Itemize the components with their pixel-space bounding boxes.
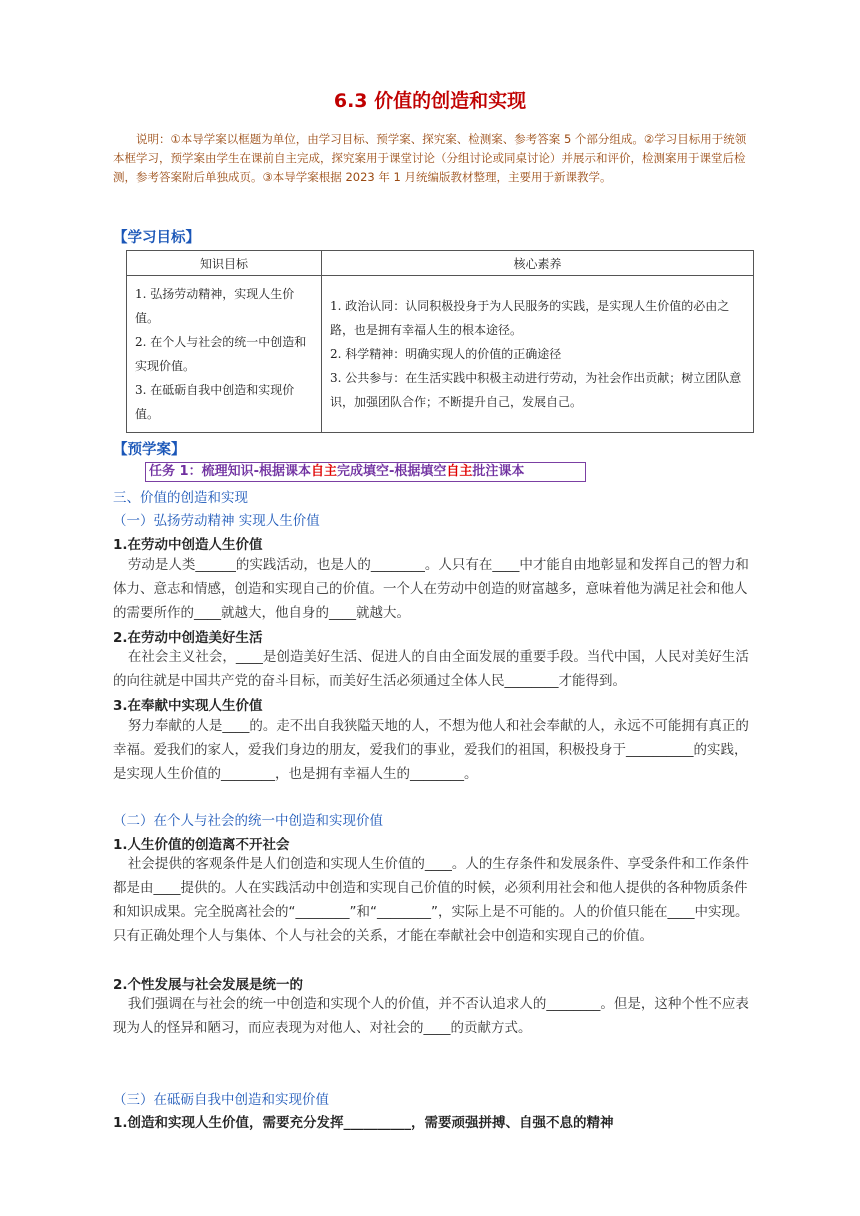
task-highlight: 自主 (446, 464, 473, 479)
core-literacy-cell (322, 276, 754, 433)
literacy-item: 1. 政治认同：认同积极投身于为人民服务的实践，是实现人生价值的必由之路，也是拥有幸福人生的根本途径。 (330, 299, 730, 337)
task-text: 完成填空-根据填空 (336, 464, 447, 479)
goals-header-row (127, 251, 754, 276)
literacy-item: 2. 科学精神：明确实现人的价值的正确途径 (330, 347, 562, 361)
subsection-title: 1.创造和实现人生价值，需要充分发挥__________，需要顽强拼搏、自强不息的精神 (113, 1115, 614, 1131)
page-title: 6.3 价值的创造和实现 (333, 90, 527, 112)
task-highlight: 自主 (310, 464, 337, 479)
fill-in-paragraph: 在社会主义社会，____是创造美好生活、促进人的自由全面发展的重要手段。当代中国，人民对美好生活的向往就是中国共产党的奋斗目标，而美好生活必须通过全体人民________才能得到。 (113, 649, 749, 689)
subsection-title: 2.在劳动中创造美好生活 (113, 630, 263, 646)
goals-heading: 【学习目标】 (113, 230, 200, 246)
subsection-title: 2.个性发展与社会发展是统一的 (113, 977, 304, 993)
part-3-heading: （三）在砥砺自我中创造和实现价值 (113, 1092, 329, 1108)
section-3-heading: 三、价值的创造和实现 (113, 490, 248, 506)
goals-table (126, 250, 754, 433)
part-1-heading: （一）弘扬劳动精神 实现人生价值 (113, 513, 320, 529)
subsection-title: 1.在劳动中创造人生价值 (113, 537, 263, 553)
task-text: 批注课本 (472, 464, 525, 479)
goals-content-row (127, 276, 754, 433)
fill-in-paragraph: 社会提供的客观条件是人们创造和实现人生价值的____。人的生存条件和发展条件、享受条件和工作条件都是由____提供的。人在实践活动中创造和实现自己价值的时候，必须利用社会和他人提供的各种物质条件和知识成果。完全脱离社会的“________”和“________”，实际上是不可能的。人的价值只能在____中实现。只有正确处理个人与集体、个人与社会的关系，才能在奉献社会中创造和实现自己的价值。 (113, 856, 749, 944)
task-1-banner (145, 462, 586, 482)
core-literacy-header: 核心素养 (322, 251, 754, 276)
fill-in-paragraph: 我们强调在与社会的统一中创造和实现个人的价值，并不否认追求人的________。但是，这种个性不应表现为人的怪异和陋习，而应表现为对他人、对社会的____的贡献方式。 (113, 996, 749, 1036)
part-2-heading: （二）在个人与社会的统一中创造和实现价值 (113, 813, 383, 829)
task-text: 任务 1：梳理知识-根据课本 (149, 464, 311, 479)
prelearn-heading: 【预学案】 (113, 442, 186, 458)
knowledge-goal-item: 1. 弘扬劳动精神，实现人生价值。 (135, 287, 295, 325)
intro-note: 说明：①本导学案以框题为单位，由学习目标、预学案、探究案、检测案、参考答案 5 个部分组成。②学习目标用于统领本框学习，预学案由学生在课前自主完成，探究案用于课堂讨论（分组讨论或同桌讨论）并展示和评价，检测案用于课堂后检测，参考答案附后单独成页。③本导学案根据 2023 年 1 月统编版教材整理，主要用于新课教学。 (113, 132, 747, 184)
knowledge-goals-cell (127, 276, 322, 433)
subsection-title: 1.人生价值的创造离不开社会 (113, 837, 290, 853)
fill-in-paragraph: 劳动是人类______的实践活动，也是人的________。人只有在____中才能自由地彰显和发挥自己的智力和体力、意志和情感，创造和实现自己的价值。一个人在劳动中创造的财富越多，意味着他为满足社会和他人的需要所作的____就越大，他自身的____就越大。 (113, 557, 749, 621)
literacy-item: 3. 公共参与：在生活实践中积极主动进行劳动，为社会作出贡献；树立团队意识，加强团队合作；不断提升自己，发展自己。 (330, 371, 742, 409)
knowledge-goal-item: 3. 在砥砺自我中创造和实现价值。 (135, 383, 295, 421)
fill-in-paragraph: 努力奉献的人是____的。走不出自我狭隘天地的人，不想为他人和社会奉献的人，永远不可能拥有真正的幸福。爱我们的家人，爱我们身边的朋友，爱我们的事业，爱我们的祖国，积极投身于__________的实践，是实现人生价值的________，也是拥有幸福人生的________。 (113, 718, 749, 782)
subsection-title: 3.在奉献中实现人生价值 (113, 698, 263, 714)
knowledge-goal-item: 2. 在个人与社会的统一中创造和实现价值。 (135, 335, 307, 373)
knowledge-goals-header: 知识目标 (127, 251, 322, 276)
